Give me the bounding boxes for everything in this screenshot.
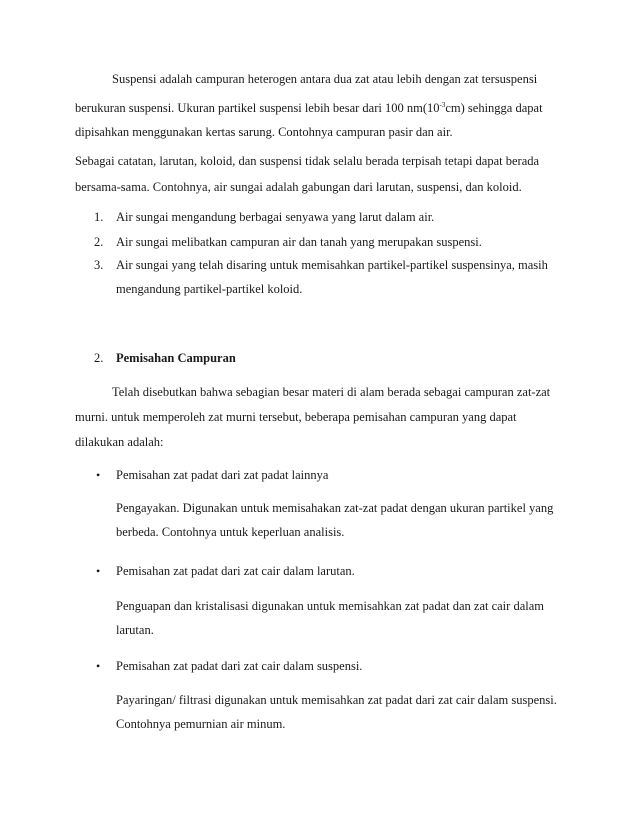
bullet-icon: •: [96, 659, 101, 673]
list-number: 3.: [94, 258, 104, 272]
list-number: 2.: [94, 235, 104, 249]
note-line-2: bersama-sama. Contohnya, air sungai adalah gabungan dari larutan, suspensi, dan koloid.: [75, 180, 522, 194]
exponent: -3: [439, 101, 446, 109]
section-title: Pemisahan Campuran: [116, 351, 236, 365]
bullet-icon: •: [96, 468, 101, 482]
bullet-icon: •: [96, 564, 101, 578]
list-item-continuation: mengandung partikel-partikel koloid.: [116, 282, 303, 296]
intro-line-1: Suspensi adalah campuran heterogen antara dua zat atau lebih dengan zat tersuspensi: [112, 72, 538, 86]
bullet-heading: Pemisahan zat padat dari zat cair dalam suspensi.: [116, 659, 363, 673]
list-number: 1.: [94, 210, 104, 224]
list-item: Air sungai mengandung berbagai senyawa yang larut dalam air.: [116, 210, 435, 224]
list-item: Air sungai melibatkan campuran air dan tanah yang merupakan suspensi.: [116, 235, 482, 249]
section-para-line-3: dilakukan adalah:: [75, 435, 164, 449]
bullet-description: Payaringan/ filtrasi digunakan untuk memisahkan zat padat dari zat cair dalam suspensi.: [116, 693, 557, 707]
bullet-heading: Pemisahan zat padat dari zat padat lainnya: [116, 468, 329, 482]
intro-line-3: dipisahkan menggunakan kertas sarung. Contohnya campuran pasir dan air.: [75, 125, 453, 139]
section-para-line-2: murni. untuk memperoleh zat murni tersebut, beberapa pemisahan campuran yang dapat: [75, 410, 517, 424]
intro-line-2: berukuran suspensi. Ukuran partikel suspensi lebih besar dari 100 $nm(10^{-3}cm)$ sehingga dapat: [75, 101, 543, 115]
list-item: Air sungai yang telah disaring untuk memisahkan partikel-partikel suspensinya, masih: [116, 258, 548, 272]
bullet-description: larutan.: [116, 623, 154, 637]
note-line-1: Sebagai catatan, larutan, koloid, dan suspensi tidak selalu berada terpisah tetapi dapat berada: [75, 154, 540, 168]
bullet-description: Pengayakan. Digunakan untuk memisahakan zat-zat padat dengan ukuran partikel yang: [116, 501, 554, 515]
section-number: 2.: [94, 351, 104, 365]
bullet-description: Penguapan dan kristalisasi digunakan untuk memisahkan zat padat dan zat cair dalam: [116, 599, 544, 613]
bullet-description: berbeda. Contohnya untuk keperluan analisis.: [116, 525, 345, 539]
section-para-line-1: Telah disebutkan bahwa sebagian besar materi di alam berada sebagai campuran zat-zat: [112, 385, 551, 399]
bullet-heading: Pemisahan zat padat dari zat cair dalam larutan.: [116, 564, 355, 578]
bullet-description: Contohnya pemurnian air minum.: [116, 717, 286, 731]
